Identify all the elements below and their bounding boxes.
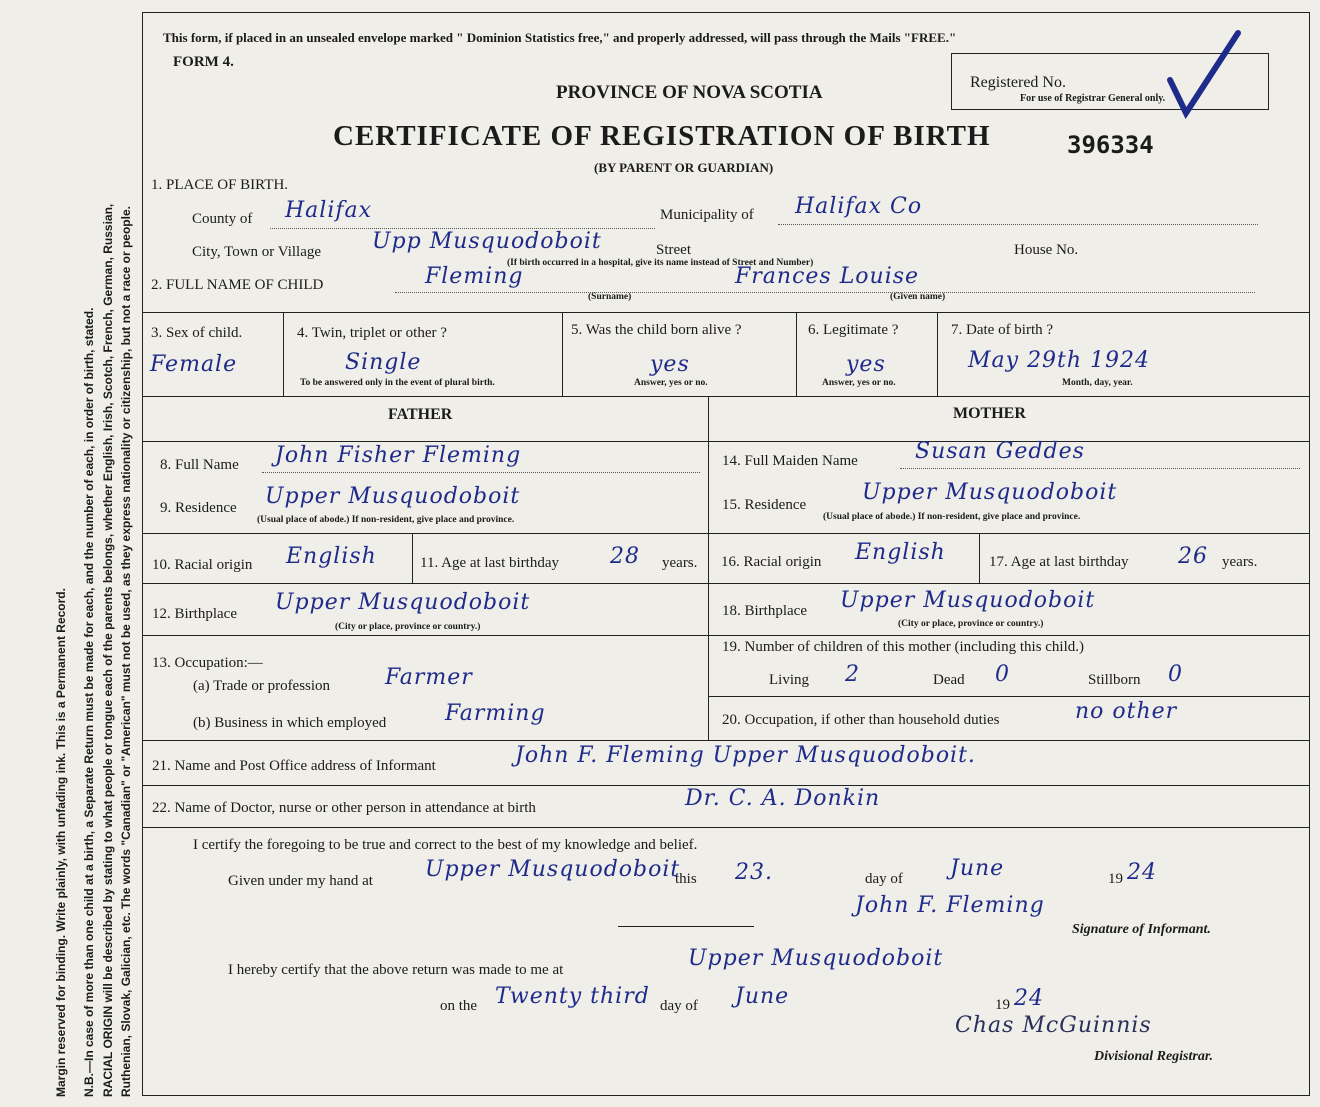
on-the-label: on the <box>440 998 478 1014</box>
stillborn-value: 0 <box>1168 662 1183 687</box>
informant-value: John F. Fleming Upper Musquodoboit. <box>515 743 976 768</box>
father-residence-value: Upper Musquodoboit <box>265 484 521 509</box>
father-birthplace-value: Upper Musquodoboit <box>275 590 531 615</box>
binding-margin <box>0 0 140 1107</box>
form-number: FORM 4. <box>173 54 234 70</box>
registrar-statement: I hereby certify that the above return was made to me at <box>228 962 564 978</box>
child-given-name: Frances Louise <box>735 264 920 289</box>
given-under-label: Given under my hand at <box>228 873 373 889</box>
registration-day-value: Twenty third <box>495 984 650 1009</box>
province-heading: PROVINCE OF NOVA SCOTIA <box>556 82 823 103</box>
mother-age-value: 26 <box>1178 544 1208 569</box>
street-label: Street <box>656 242 691 258</box>
father-age-value: 28 <box>610 544 640 569</box>
certify-statement: I certify the foregoing to be true and correct to the best of my knowledge and belief. <box>193 837 698 853</box>
given-name-caption: (Given name) <box>890 292 946 302</box>
father-birthplace-label: 12. Birthplace <box>152 606 237 622</box>
informant-signature-label: Signature of Informant. <box>1072 922 1211 937</box>
margin-line-1: Margin reserved for binding. Write plainly, with unfading ink. This is a Permanent Record. <box>54 588 68 1097</box>
legitimate-value: yes <box>846 352 886 377</box>
registrar-note: For use of Registrar General only. <box>1020 93 1166 104</box>
father-residence-label: 9. Residence <box>160 500 237 516</box>
certificate-subtitle: (BY PARENT OR GUARDIAN) <box>594 160 774 175</box>
year-prefix: 19 <box>1108 871 1123 887</box>
this-label: this <box>675 871 697 887</box>
living-label: Living <box>769 672 809 688</box>
birth-date-note: Month, day, year. <box>1062 378 1133 388</box>
father-birthplace-note: (City or place, province or country.) <box>335 622 481 632</box>
trade-label: (a) Trade or profession <box>193 678 331 694</box>
city-label: City, Town or Village <box>192 244 322 260</box>
registrar-label: Divisional Registrar. <box>1094 1049 1214 1064</box>
mother-race-label: 16. Racial origin <box>721 554 822 570</box>
twin-note: To be answered only in the event of plural birth. <box>300 378 495 388</box>
father-name-value: John Fisher Fleming <box>275 443 522 468</box>
given-year-value: 24 <box>1127 860 1157 885</box>
birth-date-label: 7. Date of birth ? <box>951 322 1054 338</box>
day-of-label: day of <box>865 871 903 887</box>
given-place-value: Upper Musquodoboit <box>425 857 681 882</box>
doctor-label: 22. Name of Doctor, nurse or other person in attendance at birth <box>152 800 536 816</box>
place-of-birth-label: 1. PLACE OF BIRTH. <box>151 177 289 193</box>
legitimate-note: Answer, yes or no. <box>822 378 896 388</box>
mother-residence-note: (Usual place of abode.) If non-resident, give place and province. <box>823 512 1081 522</box>
stamp-number: 396334 <box>1067 131 1154 159</box>
father-heading: FATHER <box>388 406 453 423</box>
birth-date-value: May 29th 1924 <box>968 348 1151 373</box>
trade-value: Farmer <box>385 665 473 690</box>
father-years-label: years. <box>662 555 698 571</box>
city-value: Upp Musquodoboit <box>372 229 602 254</box>
father-race-label: 10. Racial origin <box>152 557 253 573</box>
registration-month-value: June <box>735 984 790 1009</box>
born-alive-label: 5. Was the child born alive ? <box>571 322 742 338</box>
mother-occupation-value: no other <box>1075 699 1178 724</box>
father-residence-note: (Usual place of abode.) If non-resident, give place and province. <box>257 515 515 525</box>
mother-birthplace-note: (City or place, province or country.) <box>898 619 1044 629</box>
child-surname: Fleming <box>425 264 524 289</box>
doctor-value: Dr. C. A. Donkin <box>685 786 881 811</box>
county-value: Halifax <box>285 198 373 223</box>
given-day-value: 23. <box>735 860 773 885</box>
mother-age-label: 17. Age at last birthday <box>989 554 1129 570</box>
born-alive-value: yes <box>650 352 690 377</box>
mother-name-value: Susan Geddes <box>915 439 1085 464</box>
business-label: (b) Business in which employed <box>193 715 387 731</box>
father-age-label: 11. Age at last birthday <box>420 555 559 571</box>
registered-label: Registered No. <box>970 74 1066 91</box>
occupation-label: 13. Occupation:— <box>152 655 263 671</box>
stillborn-label: Stillborn <box>1088 672 1141 688</box>
mother-years-label: years. <box>1222 554 1258 570</box>
registrar-signature: Chas McGuinnis <box>955 1013 1152 1038</box>
father-name-label: 8. Full Name <box>160 457 239 473</box>
father-race-value: English <box>286 544 377 569</box>
living-value: 2 <box>845 662 860 687</box>
twin-value: Single <box>345 350 422 375</box>
mother-name-label: 14. Full Maiden Name <box>722 453 858 469</box>
given-month-value: June <box>950 856 1005 881</box>
reg-year-prefix: 19 <box>995 997 1010 1013</box>
mother-birthplace-value: Upper Musquodoboit <box>840 588 1096 613</box>
sex-value: Female <box>150 352 238 377</box>
sex-label: 3. Sex of child. <box>151 325 243 341</box>
municipality-value: Halifax Co <box>795 194 923 219</box>
mother-residence-label: 15. Residence <box>722 497 807 513</box>
mother-heading: MOTHER <box>953 405 1026 422</box>
hospital-note: (If birth occurred in a hospital, give its name instead of Street and Number) <box>507 258 814 268</box>
checkmark-icon <box>1150 25 1250 125</box>
municipality-label: Municipality of <box>660 207 754 223</box>
registration-year-value: 24 <box>1014 986 1044 1011</box>
dead-value: 0 <box>995 662 1010 687</box>
mother-occupation-label: 20. Occupation, if other than household duties <box>722 712 1000 728</box>
informant-label: 21. Name and Post Office address of Informant <box>152 758 436 774</box>
mail-notice: This form, if placed in an unsealed envelope marked " Dominion Statistics free," and properly addressed, will pass through the Mails "FREE." <box>163 30 957 45</box>
born-alive-note: Answer, yes or no. <box>634 378 708 388</box>
mother-birthplace-label: 18. Birthplace <box>722 603 807 619</box>
child-name-label: 2. FULL NAME OF CHILD <box>151 277 324 293</box>
certificate-title: CERTIFICATE OF REGISTRATION OF BIRTH <box>333 120 991 152</box>
children-count-label: 19. Number of children of this mother (including this child.) <box>722 639 1085 655</box>
mother-race-value: English <box>855 540 946 565</box>
house-number-label: House No. <box>1014 242 1079 258</box>
mother-residence-value: Upper Musquodoboit <box>862 480 1118 505</box>
twin-label: 4. Twin, triplet or other ? <box>297 325 447 341</box>
margin-line-3: RACIAL ORIGIN will be described by stating to what people or tongue each of the parents belongs, whether English, Irish, Scotch, French, German, Russian, <box>101 203 115 1097</box>
reg-day-of-label: day of <box>660 998 698 1014</box>
margin-line-4: Ruthenian, Slovak, Galician, etc. The words "Canadian" or "American" must not be used, as they express nationality or citizenship, but not a race or people. <box>119 206 133 1097</box>
dead-label: Dead <box>933 672 965 688</box>
legitimate-label: 6. Legitimate ? <box>808 322 899 338</box>
county-label: County of <box>192 211 253 227</box>
margin-line-2: N.B.—In case of more than one child at a birth, a Separate Return must be made for each, and the number of each, in order of birth, stated. <box>82 307 96 1097</box>
business-value: Farming <box>445 701 546 726</box>
surname-caption: (Surname) <box>588 292 632 302</box>
informant-signature: John F. Fleming <box>855 893 1045 918</box>
registration-place-value: Upper Musquodoboit <box>688 946 944 971</box>
